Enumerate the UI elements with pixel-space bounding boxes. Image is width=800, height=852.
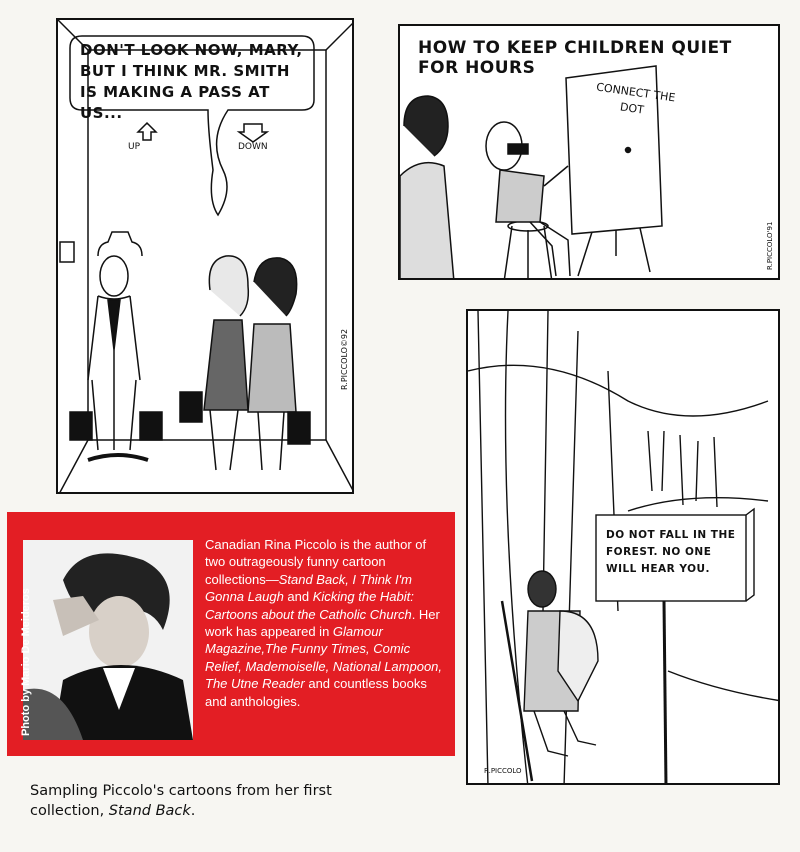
- cartoon-quiet-panel: [398, 24, 780, 280]
- cartoon-forest-panel: [466, 309, 780, 785]
- caption-text: Sampling Piccolo's cartoons from her first collection,: [30, 783, 332, 819]
- photo-credit: Photo by Mario De Meideros: [20, 588, 32, 736]
- bio-text: [205, 536, 449, 710]
- author-portrait: [23, 540, 193, 740]
- bio-text-part4: and countless books and anthologies.: [205, 676, 427, 709]
- caption-book-title: Stand Back: [108, 803, 191, 819]
- bio-book-title-1: Stand Back, I Think I'm Gonna Laugh: [205, 571, 412, 605]
- bio-publications: Glamour Magazine,The Funny Times, Comic Relief, Mademoiselle, National Lampoon, The Utne Reader: [205, 624, 443, 692]
- forest-sign-text: DO NOT FALL IN THE FOREST. NO ONE WILL HEAR YOU.: [606, 529, 736, 575]
- speech-bubble-text: DON'T LOOK NOW, MARY, BUT I THINK MR. SMITH IS MAKING A PASS AT US...: [80, 41, 303, 122]
- forest-signature: R.PICCOLO: [484, 767, 522, 775]
- down-label: DOWN: [238, 142, 268, 152]
- quiet-signature: R.PICCOLO'91: [766, 221, 774, 270]
- bio-book-title-2: Kicking the Habit: Cartoons about the Catholic Church: [205, 589, 414, 622]
- cartoon-elevator-panel: [56, 18, 354, 494]
- author-photo: [23, 540, 193, 740]
- bio-text-part2: and: [283, 589, 313, 605]
- bio-text-part3: . Her work has appeared in: [205, 606, 440, 640]
- caption: [30, 781, 390, 821]
- elevator-signature: R.PICCOLO©92: [340, 328, 349, 390]
- bio-text-part1: Canadian Rina Piccolo is the author of two outrageously funny cartoon collections—: [205, 537, 427, 587]
- up-label: UP: [128, 142, 141, 152]
- easel-text-line2: DOT: [619, 100, 645, 117]
- quiet-title: HOW TO KEEP CHILDREN QUIET FOR HOURS: [418, 38, 732, 78]
- caption-end: .: [190, 803, 196, 819]
- easel-text-line1: CONNECT THE: [595, 80, 677, 105]
